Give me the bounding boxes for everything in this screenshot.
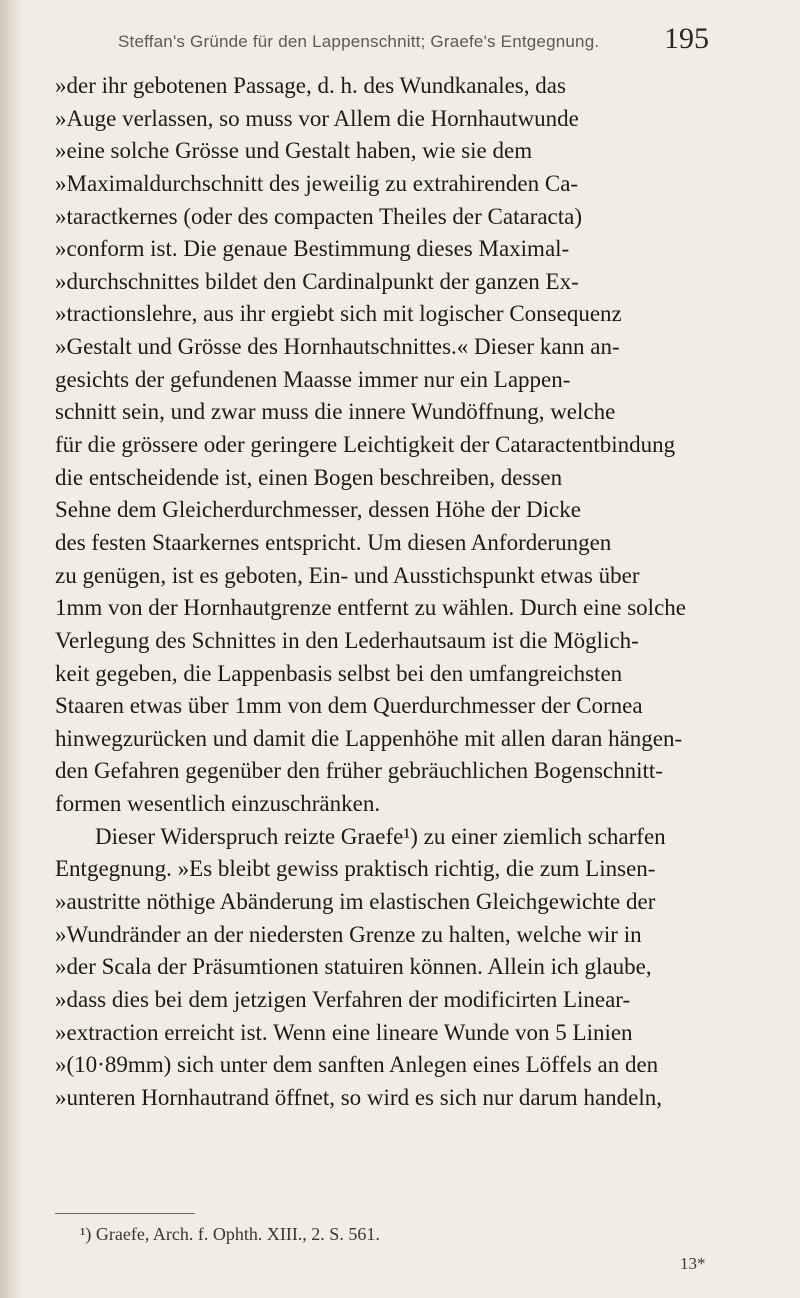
text-line-4: »Maximaldurchschnitt des jeweilig zu extrahirenden Ca- (55, 170, 579, 196)
text-line-19: keit gegeben, die Lappenbasis selbst bei den umfangreichsten (55, 660, 623, 686)
text-line-6: »conform ist. Die genaue Bestimmung dieses Maximal- (55, 236, 570, 262)
text-line-1: »der ihr gebotenen Passage, d. h. des Wundkanales, das (55, 73, 566, 98)
text-line-23: formen wesentlich einzuschränken. (55, 791, 381, 817)
text-line-20: Staaren etwas über 1mm von dem Querdurchmesser der Cornea (55, 693, 643, 719)
text-line-21: hinwegzurücken und damit die Lappenhöhe mit allen daran hängen- (55, 725, 683, 751)
text-line-14: Sehne dem Gleicherdurchmesser, dessen Höhe der Dicke (55, 497, 581, 523)
text-line-28: »der Scala der Präsumtionen statuiren können. Allein ich glaube, (55, 954, 652, 980)
footnote: ¹) Graefe, Arch. f. Ophth. XIII., 2. S. 561. (80, 1224, 380, 1244)
text-line-9: »Gestalt und Grösse des Hornhautschnittes.« Dieser kann an- (55, 334, 620, 360)
text-line-30: »extraction erreicht ist. Wenn eine lineare Wunde von 5 Linien (55, 1019, 633, 1045)
text-line-12: für die grössere oder geringere Leichtigkeit der Cataractentbindung (55, 432, 676, 458)
text-line-26: »austritte nöthige Abänderung im elastischen Gleichgewichte der (55, 889, 656, 915)
footnote-rule (55, 1213, 195, 1214)
text-line-29: »dass dies bei dem jetzigen Verfahren der modificirten Linear- (55, 986, 631, 1012)
text-line-22: den Gefahren gegenüber den früher gebräuchlichen Bogenschnitt- (55, 758, 663, 784)
text-line-24: Dieser Widerspruch reizte Graefe¹) zu einer ziemlich scharfen (95, 823, 666, 849)
text-line-32: »unteren Hornhautrand öffnet, so wird es sich nur darum handeln, (55, 1084, 662, 1110)
text-line-16: zu genügen, ist es geboten, Ein- und Ausstichspunkt etwas über (55, 562, 640, 588)
signature-mark: 13* (680, 1254, 706, 1273)
body-text (55, 70, 745, 1115)
text-line-11: schnitt sein, und zwar muss die innere Wundöffnung, welche (55, 399, 616, 425)
text-line-31: »(10·89mm) sich unter dem sanften Anlegen eines Löffels an den (55, 1052, 659, 1078)
text-line-13: die entscheidende ist, einen Bogen beschreiben, dessen (55, 464, 563, 490)
text-line-25: Entgegnung. »Es bleibt gewiss praktisch richtig, die zum Linsen- (55, 856, 656, 882)
text-line-5: »taractkernes (oder des compacten Theiles der Cataracta) (55, 203, 583, 229)
text-line-8: »tractionslehre, aus ihr ergiebt sich mit logischer Consequenz (55, 301, 622, 327)
text-line-17: 1mm von der Hornhautgrenze entfernt zu wählen. Durch eine solche (55, 595, 686, 621)
running-head: Steffan's Gründe für den Lappenschnitt; Graefe's Entgegnung. (118, 32, 600, 51)
text-line-3: »eine solche Grösse und Gestalt haben, wie sie dem (55, 138, 533, 164)
text-line-15: des festen Staarkernes entspricht. Um diesen Anforderungen (55, 529, 612, 555)
text-line-10: gesichts der gefundenen Maasse immer nur ein Lappen- (55, 366, 571, 392)
text-line-18: Verlegung des Schnittes in den Lederhautsaum ist die Möglich- (55, 627, 639, 653)
text-line-27: »Wundränder an der niedersten Grenze zu halten, welche wir in (55, 921, 642, 947)
text-line-2: »Auge verlassen, so muss vor Allem die Hornhautwunde (55, 105, 579, 131)
text-line-7: »durchschnittes bildet den Cardinalpunkt der ganzen Ex- (55, 268, 579, 294)
page-gutter-shadow (0, 0, 22, 1298)
page-number: 195 (664, 22, 709, 55)
